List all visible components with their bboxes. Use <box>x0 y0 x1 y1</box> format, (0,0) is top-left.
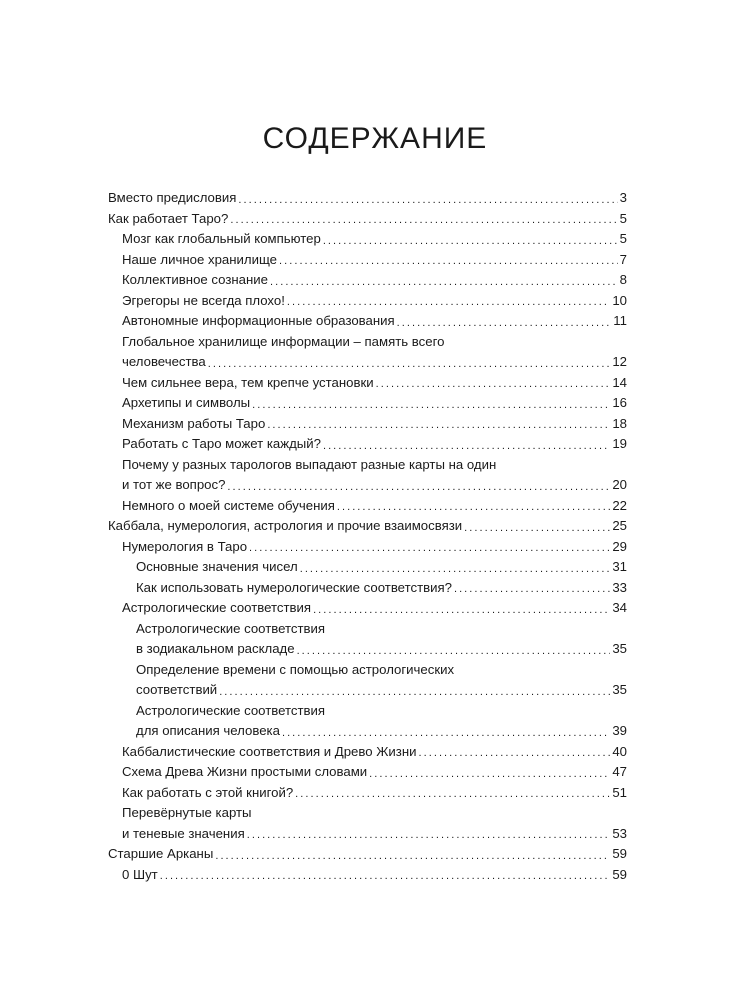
dot-leader <box>337 498 610 516</box>
toc-page-number: 19 <box>612 436 627 451</box>
toc-entry[interactable] <box>108 598 627 619</box>
toc-page-number: 18 <box>612 415 627 431</box>
toc-entry-title: Мозг как глобальный компьютер <box>122 231 321 246</box>
toc-entry[interactable] <box>108 557 627 578</box>
toc-page-number: 31 <box>612 559 627 574</box>
toc-entry-title: человечества <box>122 354 206 369</box>
toc-page-number: 25 <box>612 518 627 533</box>
dot-leader <box>397 314 612 332</box>
page-title: СОДЕРЖАНИЕ <box>262 122 488 155</box>
dot-leader <box>419 744 611 762</box>
toc-entry-title: Перевёрнутые карты <box>122 805 252 820</box>
toc-entry-title: Основные значения чисел <box>136 559 298 574</box>
toc-entry-line <box>108 701 627 722</box>
dot-leader <box>279 252 618 270</box>
dot-leader <box>215 847 610 865</box>
dot-leader <box>249 539 610 557</box>
toc-entry-title: Астрологические соответствия <box>122 600 312 615</box>
toc-page-number: 59 <box>612 866 627 882</box>
toc-page-number: 10 <box>612 292 627 308</box>
toc-entry[interactable] <box>108 250 627 271</box>
toc-page-number: 34 <box>612 600 627 615</box>
toc-entry-title: Определение времени с помощью астрологических <box>136 661 455 677</box>
toc-entry-title: 0 Шут <box>122 866 158 882</box>
dot-leader <box>219 683 610 701</box>
dot-leader <box>323 232 618 250</box>
toc-entry[interactable] <box>108 516 627 537</box>
toc-page-number: 12 <box>612 354 627 369</box>
toc-entry[interactable] <box>108 762 627 783</box>
toc-entry[interactable] <box>108 824 627 845</box>
toc-page-number: 53 <box>612 825 627 841</box>
dot-leader <box>238 191 617 209</box>
toc-entry-title: Каббала, нумерология, астрология и прочие взаимосвязи <box>108 518 463 533</box>
toc-entry-title: и теневые значения <box>122 825 245 841</box>
toc-entry-title: соответствий <box>136 682 218 697</box>
toc-page-number: 35 <box>612 641 627 656</box>
toc-entry-title: Эгрегоры не всегда плохо! <box>122 292 285 308</box>
toc-entry-title: Как использовать нумерологические соответствия? <box>136 579 452 595</box>
dot-leader <box>297 642 611 660</box>
toc-page-number: 59 <box>612 846 627 861</box>
toc-page-number: 14 <box>612 374 627 390</box>
toc-entry[interactable] <box>108 393 627 414</box>
toc-entry-title: Нумерология в Таро <box>122 538 248 554</box>
toc-entry-title: Астрологические соответствия <box>136 702 326 718</box>
toc-entry[interactable] <box>108 270 627 291</box>
toc-page-number: 51 <box>612 784 627 800</box>
toc-entry-title: и тот же вопрос? <box>122 477 226 492</box>
toc-entry[interactable] <box>108 721 627 742</box>
toc-page-number: 7 <box>619 251 627 267</box>
toc-entry-title: Каббалистические соответствия и Древо Жизни <box>122 743 417 759</box>
toc-entry[interactable] <box>108 229 627 250</box>
toc-entry[interactable] <box>108 373 627 394</box>
dot-leader <box>300 560 611 578</box>
toc-page-number: 29 <box>612 538 627 554</box>
toc-entry-title: Автономные информационные образования <box>122 313 395 328</box>
toc-entry-title: Наше личное хранилище <box>122 251 277 267</box>
toc-entry-title: Работать с Таро может каждый? <box>122 436 321 451</box>
toc-entry[interactable] <box>108 475 627 496</box>
toc-entry-title: Как работает Таро? <box>108 210 229 226</box>
toc-page-number: 47 <box>612 764 627 779</box>
toc-entry[interactable] <box>108 537 627 558</box>
toc-entry-title: Механизм работы Таро <box>122 415 266 431</box>
toc-entry-title: Как работать с этой книгой? <box>122 784 294 800</box>
toc-page-number: 5 <box>619 231 627 246</box>
toc-page-number: 3 <box>619 190 627 205</box>
toc-page-number: 33 <box>612 579 627 595</box>
toc-entry-line <box>108 455 627 476</box>
toc-page-number: 40 <box>612 743 627 759</box>
toc-page-number: 16 <box>612 395 627 410</box>
dot-leader <box>270 273 618 291</box>
toc-entry-title: Немного о моей системе обучения <box>122 497 335 513</box>
toc-page-number: 11 <box>613 313 627 328</box>
dot-leader <box>208 355 611 373</box>
dot-leader <box>323 437 610 455</box>
dot-leader <box>252 396 610 414</box>
toc-page-number: 39 <box>612 723 627 738</box>
dot-leader <box>227 478 610 496</box>
toc-entry-title: Старшие Арканы <box>108 846 214 861</box>
dot-leader <box>267 416 610 434</box>
toc-entry[interactable] <box>108 352 627 373</box>
toc-entry-title: Схема Древа Жизни простыми словами <box>122 764 368 779</box>
toc-entry-line <box>108 619 627 640</box>
toc-entry-title: Астрологические соответствия <box>136 620 326 636</box>
toc-entry[interactable] <box>108 291 627 312</box>
toc-entry-line <box>108 803 627 824</box>
toc-page-number: 35 <box>612 682 627 697</box>
dot-leader <box>313 601 610 619</box>
toc-entry-title: для описания человека <box>136 723 280 738</box>
toc-entry[interactable] <box>108 434 627 455</box>
toc-page-number: 8 <box>619 272 627 287</box>
toc-entry-title: Чем сильнее вера, тем крепче установки <box>122 374 374 390</box>
dot-leader <box>295 785 610 803</box>
toc-entry[interactable] <box>108 209 627 230</box>
toc-page-number: 5 <box>619 210 627 226</box>
dot-leader <box>369 765 610 783</box>
dot-leader <box>464 519 610 537</box>
toc-entry-line <box>108 660 627 681</box>
toc-entry-title: Коллективное сознание <box>122 272 268 287</box>
dot-leader <box>454 580 610 598</box>
dot-leader <box>376 375 611 393</box>
toc-entry[interactable] <box>108 783 627 804</box>
toc-entry[interactable] <box>108 680 627 701</box>
toc-page-number: 20 <box>612 477 627 492</box>
toc-entry[interactable] <box>108 414 627 435</box>
toc-entry-line <box>108 332 627 353</box>
dot-leader <box>160 867 611 885</box>
toc-entry[interactable] <box>108 844 627 865</box>
toc-entry[interactable] <box>108 639 627 660</box>
dot-leader <box>247 826 611 844</box>
toc-entry-title: в зодиакальном раскладе <box>136 641 295 656</box>
dot-leader <box>230 211 617 229</box>
toc-entry[interactable] <box>108 188 627 209</box>
toc-entry-title: Архетипы и символы <box>122 395 251 410</box>
toc-entry[interactable] <box>108 496 627 517</box>
dot-leader <box>282 724 610 742</box>
table-of-contents <box>108 188 627 885</box>
toc-entry-title: Вместо предисловия <box>108 190 237 205</box>
toc-entry[interactable] <box>108 311 627 332</box>
toc-page-number: 22 <box>612 497 627 513</box>
toc-entry[interactable] <box>108 865 627 886</box>
toc-entry-title: Почему у разных тарологов выпадают разные карты на один <box>122 456 497 472</box>
dot-leader <box>287 293 610 311</box>
toc-entry-title: Глобальное хранилище информации – память всего <box>122 333 445 349</box>
toc-entry[interactable] <box>108 742 627 763</box>
toc-entry[interactable] <box>108 578 627 599</box>
